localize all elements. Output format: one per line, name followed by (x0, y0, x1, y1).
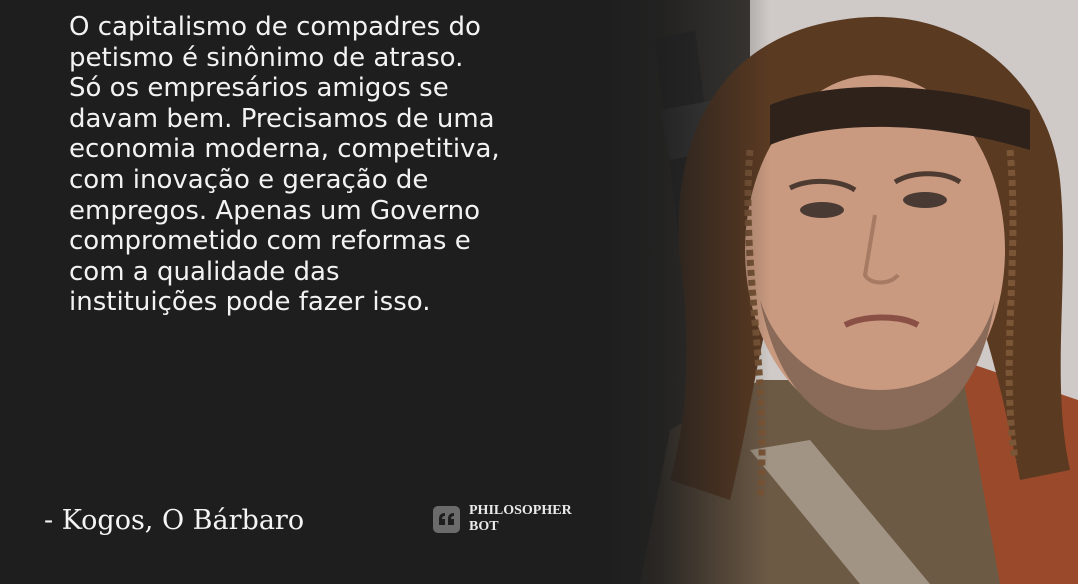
quote-author: - Kogos, O Bárbaro (44, 505, 305, 536)
quote-mark-icon (433, 506, 460, 533)
philosopher-bot-logo[interactable] (433, 503, 572, 535)
quote-text: O capitalismo de compadres do petismo é sinônimo de atraso. Só os empresários amigos se davam bem. Precisamos de uma economia moderna, competitiva, com inovação e geração de empregos. Apenas um Governo comprometido com reformas e com a qualidade das instituições pode fazer isso. (69, 12, 500, 318)
brand-line-2: BOT (469, 519, 499, 534)
brand-line-1: PHILOSOPHER (469, 503, 572, 518)
brand-name (469, 503, 572, 535)
portrait-photo (600, 0, 1078, 584)
